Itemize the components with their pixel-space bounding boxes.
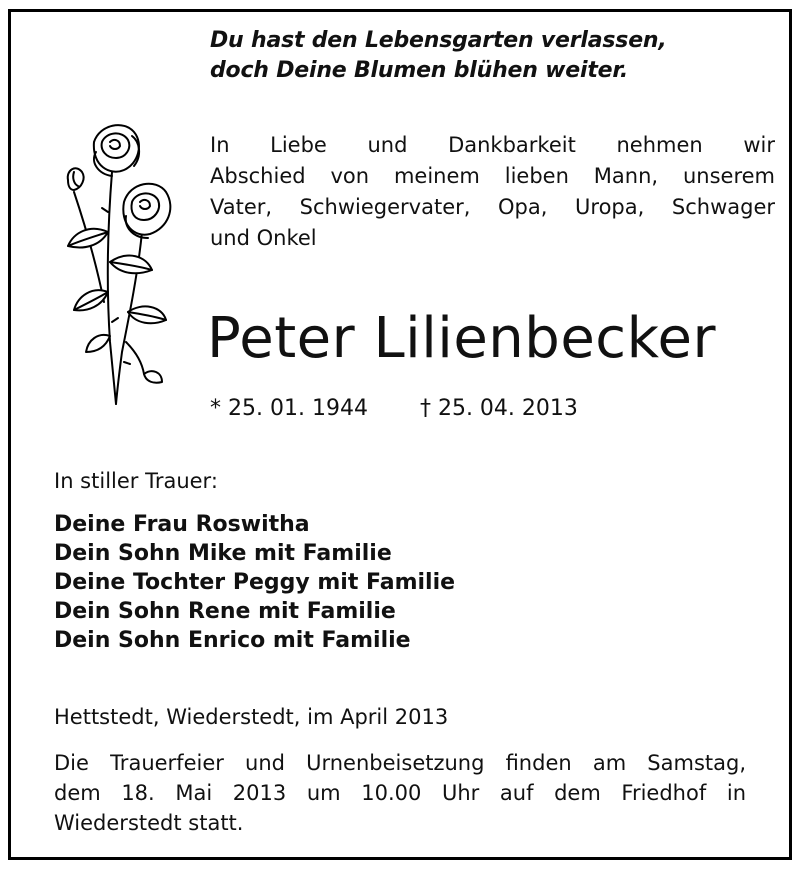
- intro-line: Abschied von meinem lieben Mann, unserem: [210, 164, 775, 188]
- birth-date: * 25. 01. 1944: [210, 396, 368, 421]
- ceremony-line: Die Trauerfeier und Urnenbeisetzung finden am Samstag,: [54, 751, 746, 775]
- motto-line: Du hast den Lebensgarten verlassen,: [210, 28, 667, 53]
- mourner-name: Dein Sohn Mike mit Familie: [54, 541, 392, 566]
- ceremony-notice: [54, 748, 746, 838]
- mourners-list: [54, 510, 455, 655]
- mourner-name: Deine Frau Roswitha: [54, 512, 310, 537]
- ceremony-line: Wiederstedt statt.: [54, 811, 244, 835]
- rose-icon: [44, 112, 184, 412]
- mourner-name: Dein Sohn Rene mit Familie: [54, 599, 396, 624]
- motto: [210, 26, 667, 86]
- intro-line: Vater, Schwiegervater, Opa, Uropa, Schwager: [210, 195, 775, 219]
- death-date: † 25. 04. 2013: [419, 396, 578, 421]
- motto-line: doch Deine Blumen blühen weiter.: [210, 58, 629, 83]
- mourners-title: In stiller Trauer:: [54, 469, 218, 493]
- intro-text: [210, 130, 775, 254]
- intro-line: In Liebe und Dankbarkeit nehmen wir: [210, 133, 775, 157]
- place-date: Hettstedt, Wiederstedt, im April 2013: [54, 705, 449, 729]
- ceremony-line: dem 18. Mai 2013 um 10.00 Uhr auf dem Friedhof in: [54, 781, 746, 805]
- mourner-name: Dein Sohn Enrico mit Familie: [54, 628, 411, 653]
- intro-line: und Onkel: [210, 226, 317, 250]
- life-dates: [210, 394, 578, 424]
- mourner-name: Deine Tochter Peggy mit Familie: [54, 570, 456, 595]
- deceased-name: Peter Lilienbecker: [207, 306, 716, 371]
